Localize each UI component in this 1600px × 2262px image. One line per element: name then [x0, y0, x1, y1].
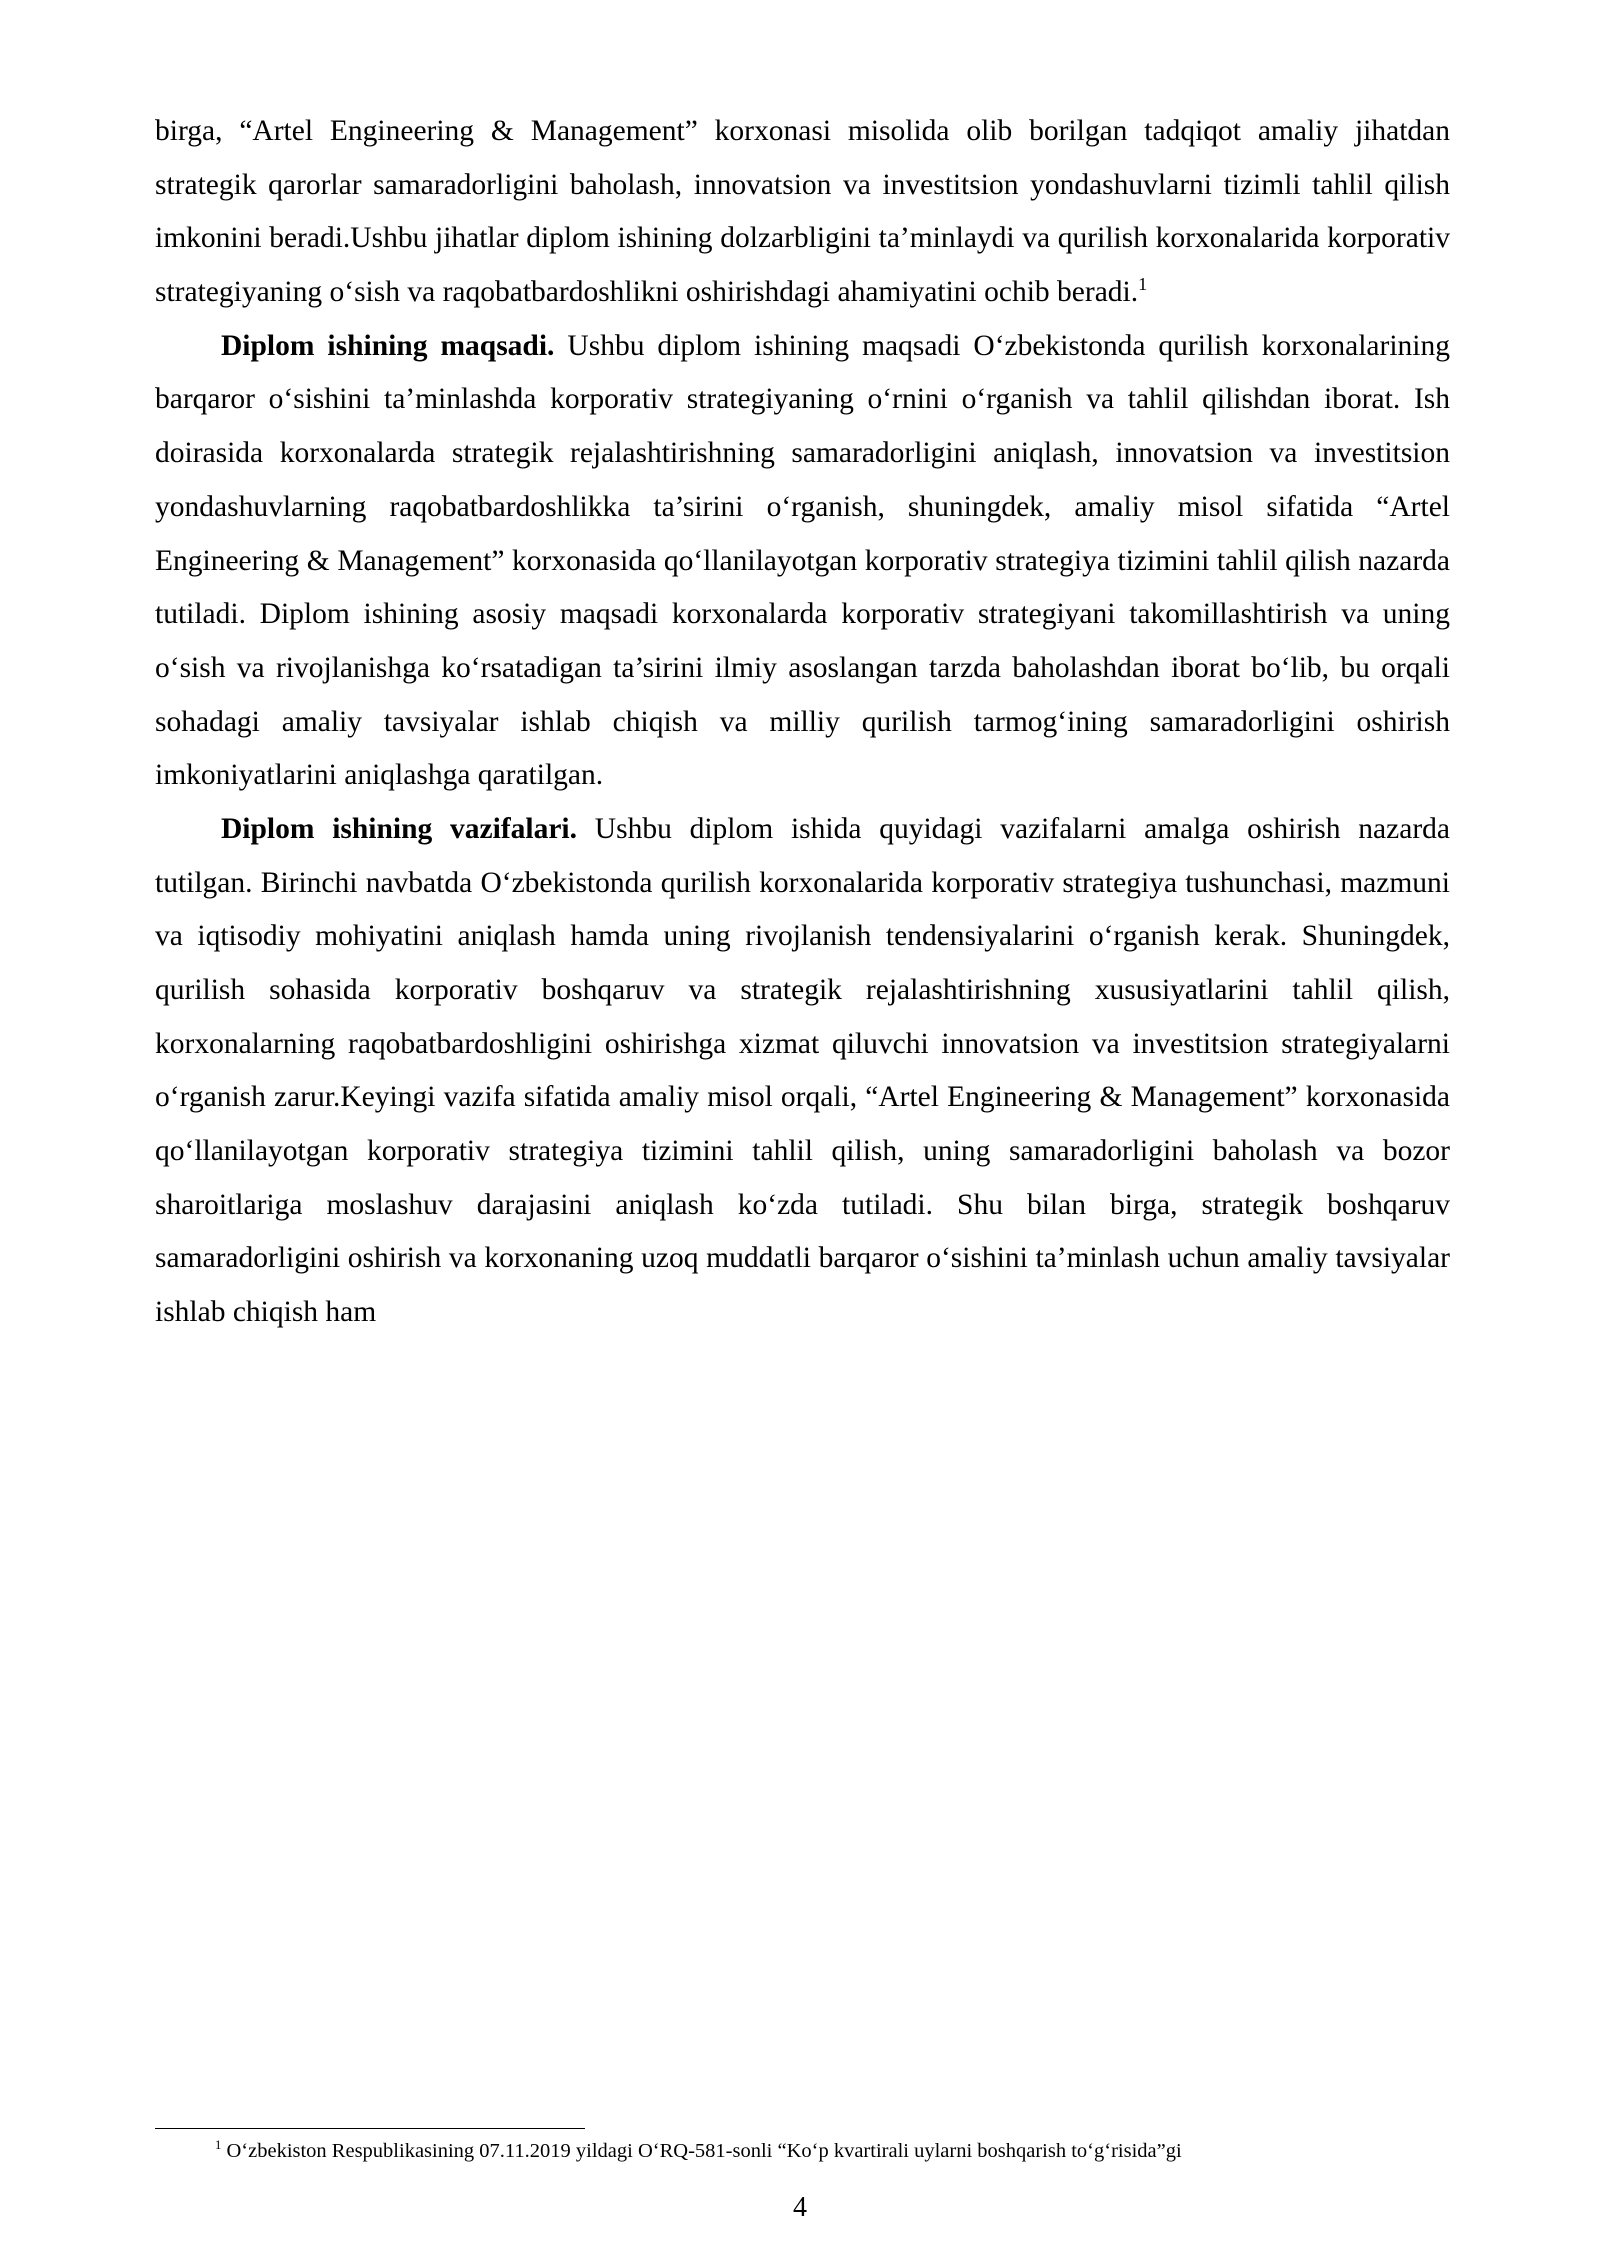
footnote-marker: 1 — [215, 2138, 222, 2153]
paragraph-text: Ushbu diplom ishida quyidagi vazifalarni amalga oshirish nazarda tutilgan. Birinchi navbatda O‘zbekistonda qurilish korxonalarida korporativ strategiya tushunchasi, mazmuni va iqtisodiy mohiyatini aniqlash hamda uning rivojlanish tendensiyalarini o‘rganish kerak. Shuningdek, qurilish sohasida korporativ boshqaruv va strategik rejalashtirishning xususiyatlarini tahlil qilish, korxonalarning raqobatbardoshligini oshirishga xizmat qiluvchi innovatsion va investitsion strategiyalarni o‘rganish zarur.Keyingi vazifa sifatida amaliy misol orqali, “Artel Engineering & Management” korxonasida qo‘llanilayotgan korporativ strategiya tizimini tahlil qilish, uning samaradorligini baholash va bozor sharoitlariga moslashuv darajasini aniqlash ko‘zda tutiladi. Shu bilan birga, strategik boshqaruv samaradorligini oshirish va korxonaning uzoq muddatli barqaror o‘sishini ta’minlash uchun amaliy tavsiyalar ishlab chiqish ham — [155, 812, 1450, 1329]
footnote-area — [155, 2128, 1450, 2166]
paragraph-continuation — [155, 105, 1450, 320]
footnote-separator — [155, 2128, 585, 2129]
paragraph-text: birga, “Artel Engineering & Management” korxonasi misolida olib borilgan tadqiqot amaliy jihatdan strategik qarorlar samaradorligini baholash, innovatsion va investitsion yondashuvlarni tizimli tahlil qilish imkonini beradi.Ushbu jihatlar diplom ishining dolzarbligini ta’minlaydi va qurilish korxonalarida korporativ strategiyaning o‘sish va raqobatbardoshlikni oshirishdagi ahamiyatini ochib beradi. — [155, 115, 1450, 309]
page-number: 4 — [793, 2192, 807, 2223]
paragraph-text: Ushbu diplom ishining maqsadi O‘zbekistonda qurilish korxonalarining barqaror o‘sishini ta’minlashda korporativ strategiyaning o‘rnini o‘rganish va tahlil qilishdan iborat. Ish doirasida korxonalarda strategik rejalashtirishning samaradorligini aniqlash, innovatsion va investitsion yondashuvlarning raqobatbardoshlikka ta’sirini o‘rganish, shuningdek, amaliy misol sifatida “Artel Engineering & Management” korxonasida qo‘llanilayotgan korporativ strategiya tizimini tahlil qilish nazarda tutiladi. Diplom ishining asosiy maqsadi korxonalarda korporativ strategiyani takomillashtirish va uning o‘sish va rivojlanishga ko‘rsatadigan ta’sirini ilmiy asoslangan tarzda baholashdan iborat bo‘lib, bu orqali sohadagi amaliy tavsiyalar ishlab chiqish va milliy qurilish tarmog‘ining samaradorligini oshirish imkoniyatlarini aniqlashga qaratilgan. — [155, 329, 1450, 792]
page-body — [155, 105, 1450, 1340]
paragraph-maqsadi — [155, 320, 1450, 803]
footnote-reference: 1 — [1138, 274, 1148, 295]
paragraph-vazifalari — [155, 803, 1450, 1340]
paragraph-lead-label: Diplom ishining maqsadi. — [221, 329, 555, 362]
footnote-text: O‘zbekiston Respublikasining 07.11.2019 yildagi O‘RQ-581-sonli “Ko‘p kvartirali uylarni boshqarish to‘g‘risida”gi — [221, 2139, 1182, 2162]
paragraph-lead-label: Diplom ishining vazifalari. — [221, 812, 578, 845]
footnote-entry — [155, 2137, 1450, 2166]
